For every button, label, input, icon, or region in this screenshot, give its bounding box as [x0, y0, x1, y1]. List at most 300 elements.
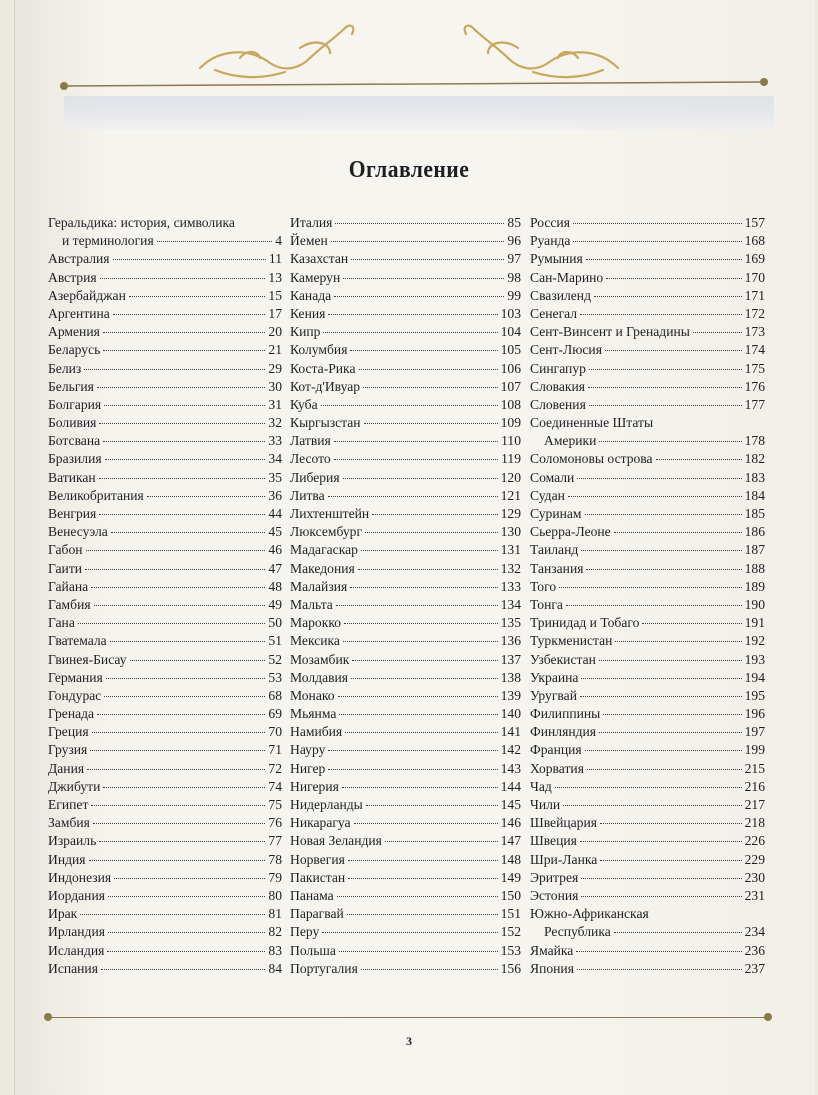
toc-entry-page: 32	[268, 415, 282, 431]
toc-entry	[530, 869, 765, 887]
toc-entry-title: Германия	[48, 669, 103, 685]
toc-entry-page: 177	[744, 396, 765, 412]
toc-entry-title: Ирак	[48, 906, 78, 922]
toc-entry-page: 33	[268, 433, 282, 449]
dot-leader	[97, 387, 265, 388]
toc-entry-page: 29	[268, 360, 282, 376]
toc-entry	[290, 832, 521, 850]
toc-entry-page: 215	[744, 760, 765, 776]
toc-entry-title: Индонезия	[48, 869, 112, 885]
dot-leader	[559, 587, 741, 588]
toc-entry	[48, 832, 282, 850]
toc-entry	[48, 487, 282, 505]
dot-leader	[343, 478, 498, 479]
toc-entry	[48, 432, 282, 450]
toc-entry	[290, 723, 521, 741]
toc-entry-page: 120	[500, 469, 521, 485]
toc-entry	[290, 450, 521, 468]
toc-entry-page: 98	[507, 269, 521, 285]
dot-leader	[99, 841, 265, 842]
toc-entry-title: Иордания	[48, 887, 105, 903]
dot-leader	[85, 569, 265, 570]
toc-entry	[290, 851, 521, 869]
dot-leader	[600, 823, 742, 824]
dot-leader	[580, 841, 742, 842]
toc-entry-page: 52	[268, 651, 282, 667]
toc-entry	[290, 269, 521, 287]
toc-entry	[530, 541, 765, 559]
toc-entry	[290, 705, 521, 723]
toc-entry	[290, 487, 521, 505]
toc-entry-title: Кения	[290, 305, 326, 321]
dot-leader	[89, 860, 266, 861]
toc-entry-page: 110	[501, 433, 521, 449]
toc-entry-title: Ирландия	[48, 924, 105, 940]
dot-leader	[351, 678, 498, 679]
toc-entry-title: Армения	[48, 324, 100, 340]
toc-entry-page: 217	[744, 797, 765, 812]
toc-entry-page: 20	[268, 324, 282, 340]
toc-entry-page: 96	[507, 233, 521, 249]
toc-entry-page: 99	[507, 287, 521, 303]
toc-entry-title: Таиланд	[530, 542, 579, 558]
dot-leader	[107, 951, 265, 952]
toc-entry-title: Южно-Африканская	[530, 906, 649, 922]
toc-entry	[290, 614, 521, 632]
dot-leader	[344, 623, 498, 624]
footer-ornament-dot	[44, 1013, 52, 1021]
dot-leader	[588, 387, 742, 388]
toc-entry	[48, 887, 282, 905]
dot-leader	[693, 332, 742, 333]
dot-leader	[566, 605, 742, 606]
toc-entry-page: 108	[500, 396, 521, 412]
toc-entry	[530, 505, 765, 523]
dot-leader	[580, 314, 742, 315]
dot-leader	[589, 405, 742, 406]
toc-entry-title: Марокко	[290, 615, 342, 631]
toc-entry	[530, 341, 765, 359]
footer-ornament-dot	[764, 1013, 772, 1021]
toc-entry-page: 132	[500, 560, 521, 576]
toc-entry-page: 145	[500, 797, 521, 812]
toc-entry	[290, 414, 521, 432]
toc-entry-title: Соломоновы острова	[530, 451, 653, 467]
toc-entry	[290, 905, 521, 923]
dot-leader	[363, 387, 498, 388]
toc-entry	[530, 905, 765, 923]
toc-entry-title: Македония	[290, 560, 355, 576]
dot-leader	[339, 951, 498, 952]
toc-entry-title: Коста-Рика	[290, 360, 356, 376]
toc-entry-title: Тринидад и Тобаго	[530, 615, 640, 631]
dot-leader	[99, 478, 266, 479]
toc-entry-page: 71	[268, 742, 282, 758]
dot-leader	[334, 459, 498, 460]
toc-entry-page: 104	[500, 324, 521, 340]
toc-entry	[290, 651, 521, 669]
toc-entry	[48, 214, 282, 232]
toc-entry	[530, 651, 765, 669]
toc-entry-page: 74	[268, 778, 282, 794]
dot-leader	[599, 732, 742, 733]
toc-entry	[530, 269, 765, 287]
toc-entry-page: 156	[500, 960, 521, 976]
dot-leader	[555, 787, 742, 788]
toc-entry	[290, 869, 521, 887]
toc-entry	[290, 632, 521, 650]
dot-leader	[110, 641, 266, 642]
toc-entry	[48, 705, 282, 723]
toc-entry-page: 151	[500, 906, 521, 922]
toc-entry-title: Канада	[290, 287, 332, 303]
toc-entry-title: Мальта	[290, 596, 333, 612]
toc-entry-page: 83	[268, 942, 282, 958]
toc-entry-page: 196	[744, 706, 765, 722]
toc-entry-page: 195	[744, 687, 765, 703]
toc-entry-title: Мексика	[290, 633, 340, 649]
dot-leader	[605, 350, 742, 351]
toc-entry-title: Индия	[48, 851, 86, 867]
toc-entry	[530, 832, 765, 850]
toc-entry	[290, 360, 521, 378]
toc-entry-page: 84	[268, 960, 282, 976]
dot-leader	[358, 569, 498, 570]
toc-entry	[48, 760, 282, 778]
toc-entry	[530, 305, 765, 323]
toc-entry	[290, 378, 521, 396]
toc-entry-page: 237	[744, 960, 765, 976]
toc-entry-page: 11	[268, 251, 282, 267]
toc-entry-page: 185	[744, 506, 765, 521]
dot-leader	[337, 896, 498, 897]
toc-column-2	[290, 214, 521, 978]
toc-entry	[530, 887, 765, 905]
toc-entry-title: Греция	[48, 724, 89, 740]
toc-entry	[530, 250, 765, 268]
dot-leader	[130, 660, 266, 661]
toc-entry-page: 79	[268, 869, 282, 885]
toc-entry	[530, 323, 765, 341]
toc-entry-title: Республика	[544, 924, 611, 940]
toc-entry-page: 13	[268, 269, 282, 285]
dot-leader	[577, 969, 742, 970]
toc-entry-title: Австрия	[48, 269, 97, 285]
toc-entry-page: 130	[500, 524, 521, 540]
toc-entry-page: 197	[744, 724, 765, 740]
toc-entry	[290, 596, 521, 614]
toc-entry-page: 80	[268, 887, 282, 903]
toc-entry-title: Сан-Марино	[530, 269, 604, 285]
toc-entry-title: Исландия	[48, 942, 105, 958]
toc-entry-title: Хорватия	[530, 760, 584, 776]
dot-leader	[321, 405, 498, 406]
toc-entry-title: Панама	[290, 887, 334, 903]
toc-entry-page: 107	[500, 378, 521, 394]
toc-entry	[48, 960, 282, 978]
toc-entry-title: Йемен	[290, 233, 328, 249]
dot-leader	[642, 623, 741, 624]
toc-entry	[530, 741, 765, 759]
dot-leader	[106, 678, 266, 679]
toc-entry-title: Боливия	[48, 415, 97, 431]
toc-entry	[290, 287, 521, 305]
toc-entry-page: 148	[500, 851, 521, 867]
toc-entry-page: 157	[744, 215, 765, 230]
toc-entry	[48, 360, 282, 378]
toc-entry	[290, 541, 521, 559]
toc-entry-title: Намибия	[290, 724, 343, 740]
toc-entry-page: 131	[500, 542, 521, 558]
toc-entry-page: 68	[268, 687, 282, 703]
dot-leader	[365, 532, 498, 533]
dot-leader	[147, 496, 266, 497]
dot-leader	[111, 532, 266, 533]
toc-entry-title: Суринам	[530, 506, 582, 521]
toc-entry-page: 48	[268, 578, 282, 594]
toc-entry-title: и терминология	[62, 233, 154, 249]
dot-leader	[364, 423, 498, 424]
toc-entry-title: Лесото	[290, 451, 331, 467]
toc-entry	[530, 578, 765, 596]
toc-entry	[530, 232, 765, 250]
dot-leader	[606, 278, 741, 279]
dot-leader	[343, 278, 504, 279]
toc-entry-page: 187	[744, 542, 765, 558]
toc-entry	[48, 541, 282, 559]
toc-entry-title: Науру	[290, 742, 326, 758]
page-title: Оглавление	[348, 157, 470, 183]
toc-entry-page: 35	[268, 469, 282, 485]
toc-entry-title: Колумбия	[290, 342, 348, 358]
toc-entry-page: 36	[268, 487, 282, 503]
toc-entry-page: 53	[268, 669, 282, 685]
toc-entry	[48, 232, 282, 250]
toc-entry-title: Туркменистан	[530, 633, 613, 649]
toc-entry	[530, 450, 765, 468]
dot-leader	[580, 696, 742, 697]
toc-entry	[530, 360, 765, 378]
toc-entry-title: Геральдика: история, символика	[48, 215, 235, 230]
toc-entry-page: 230	[744, 869, 765, 885]
toc-entry-title: Нигер	[290, 760, 326, 776]
toc-entry-title: Венесуэла	[48, 524, 108, 540]
dot-leader	[104, 696, 265, 697]
toc-entry-title: Мьянма	[290, 706, 337, 722]
dot-leader	[359, 369, 498, 370]
dot-leader	[603, 714, 741, 715]
toc-entry-title: Дания	[48, 760, 85, 776]
toc-entry-page: 134	[500, 596, 521, 612]
dot-leader	[93, 823, 266, 824]
toc-entry-title: Соединенные Штаты	[530, 415, 654, 431]
toc-entry-title: Свазиленд	[530, 287, 591, 303]
toc-entry-title: Гана	[48, 615, 75, 631]
toc-entry-title: Ботсвана	[48, 433, 101, 449]
toc-entry	[530, 960, 765, 978]
toc-entry-page: 174	[744, 342, 765, 358]
dot-leader	[577, 478, 741, 479]
dot-leader	[328, 496, 498, 497]
toc-entry-title: Чад	[530, 778, 552, 794]
toc-entry-title: Мадагаскар	[290, 542, 358, 558]
dot-leader	[335, 223, 504, 224]
dot-leader	[78, 623, 266, 624]
toc-entry-page: 103	[500, 305, 521, 321]
toc-entry-title: Великобритания	[48, 487, 144, 503]
toc-entry	[48, 778, 282, 796]
toc-entry	[48, 287, 282, 305]
toc-entry-page: 168	[744, 233, 765, 249]
toc-entry	[290, 687, 521, 705]
toc-entry	[48, 323, 282, 341]
dot-leader	[114, 878, 265, 879]
toc-entry-title: Латвия	[290, 433, 331, 449]
dot-leader	[343, 641, 498, 642]
dot-leader	[104, 405, 265, 406]
toc-entry	[290, 432, 521, 450]
dot-leader	[656, 459, 742, 460]
toc-entry	[290, 505, 521, 523]
toc-entry-title: Россия	[530, 215, 570, 230]
toc-entry	[530, 596, 765, 614]
toc-entry	[48, 269, 282, 287]
toc-entry-title: Беларусь	[48, 342, 101, 358]
dot-leader	[586, 259, 742, 260]
toc-entry-page: 152	[500, 924, 521, 940]
toc-entry-title: Гамбия	[48, 596, 91, 612]
dot-leader	[94, 605, 266, 606]
toc-entry-page: 46	[268, 542, 282, 558]
dot-leader	[157, 241, 273, 242]
toc-entry-page: 119	[501, 451, 521, 467]
toc-entry-page: 182	[744, 451, 765, 467]
toc-entry-page: 146	[500, 815, 521, 831]
dot-leader	[587, 769, 742, 770]
toc-entry-page: 141	[500, 724, 521, 740]
toc-entry-page: 142	[500, 742, 521, 758]
toc-entry	[290, 396, 521, 414]
toc-entry-page: 69	[268, 706, 282, 722]
dot-leader	[573, 223, 742, 224]
dot-leader	[581, 896, 741, 897]
toc-entry	[290, 669, 521, 687]
toc-entry-page: 199	[744, 742, 765, 758]
dot-leader	[90, 750, 265, 751]
toc-entry	[48, 523, 282, 541]
dot-leader	[350, 350, 497, 351]
toc-entry	[290, 814, 521, 832]
dot-leader	[328, 314, 497, 315]
toc-entry	[48, 851, 282, 869]
toc-entry-page: 231	[744, 887, 765, 903]
toc-entry-page: 171	[744, 287, 765, 303]
toc-entry-title: Гренада	[48, 706, 95, 722]
toc-entry-title: Пакистан	[290, 869, 346, 885]
toc-entry	[48, 796, 282, 814]
toc-entry-page: 133	[500, 578, 521, 594]
toc-entry-title: Сомали	[530, 469, 575, 485]
toc-entry	[290, 760, 521, 778]
toc-entry-page: 17	[268, 305, 282, 321]
toc-entry	[530, 687, 765, 705]
toc-entry-page: 175	[744, 360, 765, 376]
toc-entry-page: 183	[744, 469, 765, 485]
toc-entry	[290, 214, 521, 232]
toc-entry-page: 191	[744, 615, 765, 631]
toc-entry	[290, 560, 521, 578]
toc-entry-title: Швеция	[530, 833, 577, 849]
toc-entry-title: Нигерия	[290, 778, 339, 794]
dot-leader	[105, 459, 266, 460]
toc-entry-page: 135	[500, 615, 521, 631]
toc-entry-title: Кот-д'Ивуар	[290, 378, 361, 394]
dot-leader	[103, 787, 265, 788]
page-number: 3	[406, 1034, 412, 1048]
dot-leader	[103, 350, 265, 351]
toc-entry-page: 109	[500, 415, 521, 431]
toc-entry	[530, 942, 765, 960]
toc-entry-title: Австралия	[48, 251, 110, 267]
toc-entry	[290, 942, 521, 960]
toc-entry-page: 21	[268, 342, 282, 358]
toc-entry-title: Камерун	[290, 269, 341, 285]
toc-entry-page: 226	[744, 833, 765, 849]
dot-leader	[615, 641, 741, 642]
toc-entry-page: 216	[744, 778, 765, 794]
toc-entry-title: Азербайджан	[48, 287, 126, 303]
toc-entry-title: Замбия	[48, 815, 90, 831]
toc-entry-page: 140	[500, 706, 521, 722]
dot-leader	[323, 332, 497, 333]
dot-leader	[328, 769, 497, 770]
dot-leader	[586, 569, 741, 570]
dot-leader	[589, 369, 742, 370]
toc-entry-title: Болгария	[48, 396, 102, 412]
dot-leader	[345, 732, 497, 733]
dot-leader	[614, 532, 742, 533]
toc-entry-page: 106	[500, 360, 521, 376]
toc-entry-page: 78	[268, 851, 282, 867]
toc-entry	[290, 469, 521, 487]
toc-entry-page: 30	[268, 378, 282, 394]
toc-entry-title: Гондурас	[48, 687, 102, 703]
toc-entry-title: Сингапур	[530, 360, 586, 376]
toc-entry-page: 194	[744, 669, 765, 685]
toc-entry-page: 77	[268, 833, 282, 849]
toc-entry-page: 170	[744, 269, 765, 285]
toc-entry-page: 150	[500, 887, 521, 903]
dot-leader	[594, 296, 742, 297]
toc-entry	[48, 669, 282, 687]
toc-entry-title: Казахстан	[290, 251, 349, 267]
toc-entry	[530, 814, 765, 832]
dot-leader	[331, 241, 505, 242]
toc-entry	[290, 778, 521, 796]
toc-entry-title: Гайана	[48, 578, 89, 594]
toc-entry-title: Гвинея-Бисау	[48, 651, 127, 667]
toc-entry-title: Габон	[48, 542, 83, 558]
toc-entry	[530, 469, 765, 487]
dot-leader	[573, 241, 741, 242]
dot-leader	[80, 914, 265, 915]
toc-entry-title: Люксембург	[290, 524, 363, 540]
toc-entry-page: 76	[268, 815, 282, 831]
toc-entry-title: Сент-Люсия	[530, 342, 602, 358]
toc-entry-page: 4	[275, 233, 282, 249]
toc-entry-page: 234	[744, 924, 765, 940]
toc-entry-title: Джибути	[48, 778, 101, 794]
